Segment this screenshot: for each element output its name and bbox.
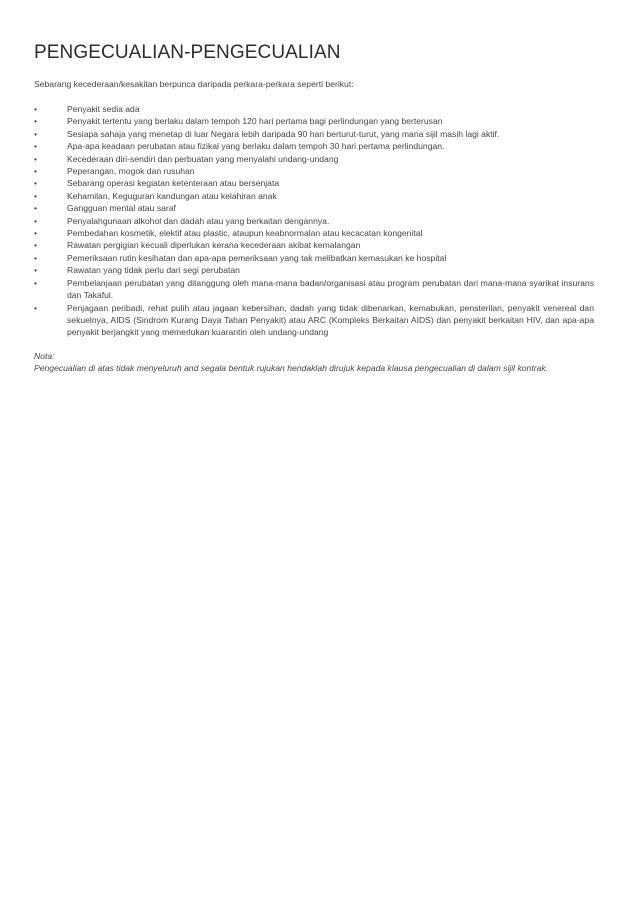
intro-text: Sebarang kecederaan/kesakitan berpunca daripada perkara-perkara seperti berikut: xyxy=(34,79,354,89)
list-item-text: Peperangan, mogok dan rusuhan xyxy=(67,166,195,177)
list-item xyxy=(34,190,594,202)
list-item-text: Rawatan yang tidak perlu dari segi perubatan xyxy=(67,265,240,276)
list-item-text: Penyakit tertentu yang berlaku dalam tempoh 120 hari pertama bagi perlindungan yang berterusan xyxy=(67,116,443,127)
bullet-icon: • xyxy=(34,265,38,276)
bullet-icon: • xyxy=(34,240,38,251)
list-item xyxy=(34,277,594,302)
list-item xyxy=(34,103,594,115)
list-item-text: Penyalahgunaan alkohol dan dadah atau yang berkaitan dengannya. xyxy=(67,215,330,226)
list-item-text: Kehamilan, Keguguran kandungan atau kelahiran anak xyxy=(67,190,277,201)
list-item xyxy=(34,302,594,339)
list-item xyxy=(34,153,594,165)
list-item-text: Kecederaan diri-sendiri dan perbuatan yang menyalahi undang-undang xyxy=(67,153,339,164)
bullet-icon: • xyxy=(34,215,38,226)
list-item xyxy=(34,227,594,239)
list-item xyxy=(34,239,594,251)
list-item-text: Penyakit sedia ada xyxy=(67,104,140,114)
page-title: PENGECUALIAN-PENGECUALIAN xyxy=(34,42,341,63)
list-item xyxy=(34,215,594,227)
list-item-text: Rawatan pergigian kecuali diperlukan kerana kecederaan akibat kemalangan xyxy=(67,240,361,251)
bullet-icon: • xyxy=(34,228,38,239)
list-item-text: Apa-apa keadaan perubatan atau fizikal yang berlaku dalam tempoh 30 hari pertama perlindungan. xyxy=(67,141,445,152)
bullet-icon: • xyxy=(34,104,38,114)
list-item-text: Sesiapa sahaja yang menetap di luar Negara lebih daripada 90 hari berturut-turut, yang mana sijil masih lagi aktif. xyxy=(67,128,500,139)
note-section xyxy=(34,350,594,375)
bullet-icon: • xyxy=(34,128,38,139)
list-item xyxy=(34,264,594,276)
exclusions-list xyxy=(34,103,594,339)
bullet-icon: • xyxy=(34,277,38,288)
bullet-icon: • xyxy=(34,252,38,263)
bullet-icon: • xyxy=(34,203,38,214)
bullet-icon: • xyxy=(34,166,38,177)
bullet-icon: • xyxy=(34,190,38,201)
list-item-text: Gangguan mental atau saraf xyxy=(67,203,176,214)
list-item-text: Pemeriksaan rutin kesihatan dan apa-apa pemeriksaan yang tak melibatkan kemasukan ke hospital xyxy=(67,252,447,263)
list-item xyxy=(34,202,594,214)
document-page xyxy=(34,42,594,375)
list-item-text: Pembelanjaan perubatan yang ditanggung oleh mana-mana badan/organisasi atau program perubatan dari mana-mana syarikat insurans dan Takaful. xyxy=(67,277,594,301)
list-item xyxy=(34,252,594,264)
note-label: Nota: xyxy=(34,350,55,361)
bullet-icon: • xyxy=(34,116,38,127)
list-item-text: Sebarang operasi kegiatan ketenteraan atau bersenjata xyxy=(67,178,280,189)
list-item xyxy=(34,165,594,177)
note-text: Pengecualian di atas tidak menyeluruh and segala bentuk rujukan hendaklah dirujuk kepada klausa pengecualian di dalam sijil kontrak. xyxy=(34,363,549,374)
bullet-icon: • xyxy=(34,141,38,152)
bullet-icon: • xyxy=(34,153,38,164)
list-item xyxy=(34,128,594,140)
bullet-icon: • xyxy=(34,178,38,189)
list-item xyxy=(34,115,594,127)
list-item-text: Penjagaan peribadi, rehat pulih atau jagaan kebersihan, dadah yang tidak dibenarkan, kemabukan, pensterilan, penyakit venereal dan sekuelnya, AIDS (Sindrom Kurang Daya Tahan Penyakit) atau ARC (Kompleks Berkaitan AIDS) dan penyakit berkaitan HIV, dan apa-apa penyakit berjangkit yang memerlukan kuarantin oleh undang-undang xyxy=(67,302,594,338)
list-item-text: Pembedahan kosmetik, elektif atau plastic, ataupun keabnormalan atau kecacatan kongenital xyxy=(67,228,423,239)
list-item xyxy=(34,177,594,189)
bullet-icon: • xyxy=(34,302,38,313)
list-item xyxy=(34,140,594,152)
